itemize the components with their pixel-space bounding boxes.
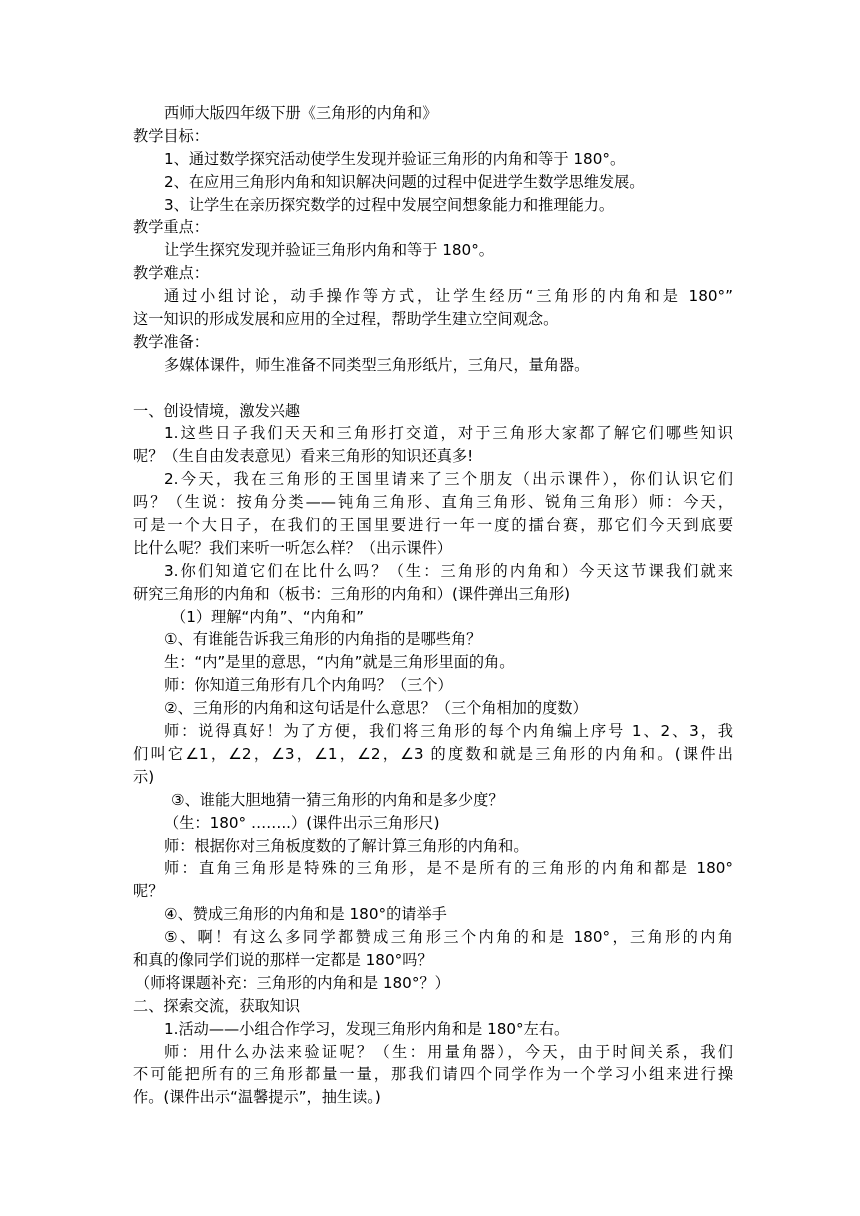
paragraph-line: ⑤、啊！有这么多同学都赞成三角形三个内角的和是 180°，三角形的内角 [164, 928, 733, 947]
paragraph-line: ②、三角形的内角和这句话是什么意思？（三个角相加的度数） [164, 699, 588, 718]
blank-line [133, 377, 733, 400]
section-heading-key-point: 教学重点： [133, 218, 209, 237]
paragraph-line: 可是一个大日子，在我们的王国里要进行一年一度的擂台赛，那它们今天到底要 [133, 516, 733, 535]
section-heading-difficulty: 教学难点： [133, 264, 209, 283]
paragraph-line: 作。(课件出示“温馨提示”，抽生读。) [133, 1088, 381, 1107]
paragraph-line: 比什么呢？我们来听一听怎么样？（出示课件） [133, 538, 452, 557]
section-heading-part-one: 一、创设情境，激发兴趣 [133, 401, 301, 420]
paragraph-line: （师将课题补充：三角形的内角和是 180°？） [135, 973, 450, 992]
paragraph-line: 研究三角形的内角和（板书：三角形的内角和）(课件弹出三角形) [133, 584, 571, 603]
paragraph-line: ③、谁能大胆地猜一猜三角形的内角和是多少度？ [171, 790, 504, 809]
document-title: 西师大版四年级下册《三角形的内角和》 [164, 104, 438, 122]
paragraph-line: 们叫它∠1，∠2，∠3，∠1，∠2，∠3 的度数和就是三角形的内角和。(课件出 [133, 744, 733, 763]
paragraph-line: 呢？（生自由发表意见）看来三角形的知识还真多! [133, 447, 474, 466]
paragraph-line: 师：说得真好！为了方便，我们将三角形的每个内角编上序号 1、2、3，我 [164, 722, 733, 741]
paragraph-line: 和真的像同学们说的那样一定都是 180°吗？ [133, 950, 433, 969]
paragraph-line: 这一知识的形成发展和应用的全过程，帮助学生建立空间观念。 [133, 310, 559, 329]
paragraph-line: 1.这些日子我们天天和三角形打交道，对于三角形大家都了解它们哪些知识 [164, 424, 733, 443]
paragraph-line: 多媒体课件，师生准备不同类型三角形纸片，三角尺，量角器。 [164, 355, 590, 374]
paragraph-line: ④、赞成三角形的内角和是 180°的请举手 [164, 905, 447, 924]
paragraph-line: ①、有谁能告诉我三角形的内角指的是哪些角？ [164, 630, 482, 649]
paragraph-line: 不可能把所有的三角形都量一量，那我们请四个同学作为一个学习小组来进行操 [133, 1065, 733, 1084]
document-body [133, 102, 733, 1109]
paragraph-line: 2.今天，我在三角形的王国里请来了三个朋友（出示课件），你们认识它们 [164, 470, 733, 489]
paragraph-line: 1.活动——小组合作学习，发现三角形内角和是 180°左右。 [164, 1019, 570, 1038]
paragraph-line: 3.你们知道它们在比什么吗？（生：三角形的内角和）今天这节课我们就来 [164, 561, 733, 580]
paragraph-line: 3、让学生在亲历探究数学的过程中发展空间想象能力和推理能力。 [164, 195, 615, 214]
paragraph-line: 让学生探究发现并验证三角形内角和等于 180°。 [164, 241, 494, 260]
paragraph-line: 2、在应用三角形内角和知识解决问题的过程中促进学生数学思维发展。 [164, 172, 645, 191]
paragraph-line: （生：180° ……..）(课件出示三角形尺) [164, 813, 440, 832]
paragraph-line: 师：用什么办法来验证呢？（生：用量角器），今天，由于时间关系，我们 [164, 1042, 733, 1061]
section-heading-part-two: 二、探索交流，获取知识 [133, 996, 301, 1015]
paragraph-line: 师：根据你对三角板度数的了解计算三角形的内角和。 [164, 836, 529, 855]
paragraph-line: （1）理解“内角”、“内角和” [171, 607, 365, 626]
paragraph-line: 通过小组讨论，动手操作等方式，让学生经历“三角形的内角和是 180°” [164, 287, 733, 306]
paragraph-line: 师：直角三角形是特殊的三角形，是不是所有的三角形的内角和都是 180° [164, 859, 733, 878]
paragraph-line: 示) [133, 767, 155, 786]
paragraph-line: 生：“内”是里的意思，“内角”就是三角形里面的角。 [164, 653, 515, 672]
paragraph-line: 1、通过数学探究活动使学生发现并验证三角形的内角和等于 180°。 [164, 149, 626, 168]
section-heading-objectives: 教学目标： [133, 126, 209, 145]
section-heading-preparation: 教学准备： [133, 332, 209, 351]
paragraph-line: 吗？（生说：按角分类——钝角三角形、直角三角形、锐角三角形）师：今天， [133, 493, 733, 512]
paragraph-line: 呢？ [133, 882, 164, 901]
paragraph-line: 师：你知道三角形有几个内角吗？（三个） [164, 676, 453, 695]
